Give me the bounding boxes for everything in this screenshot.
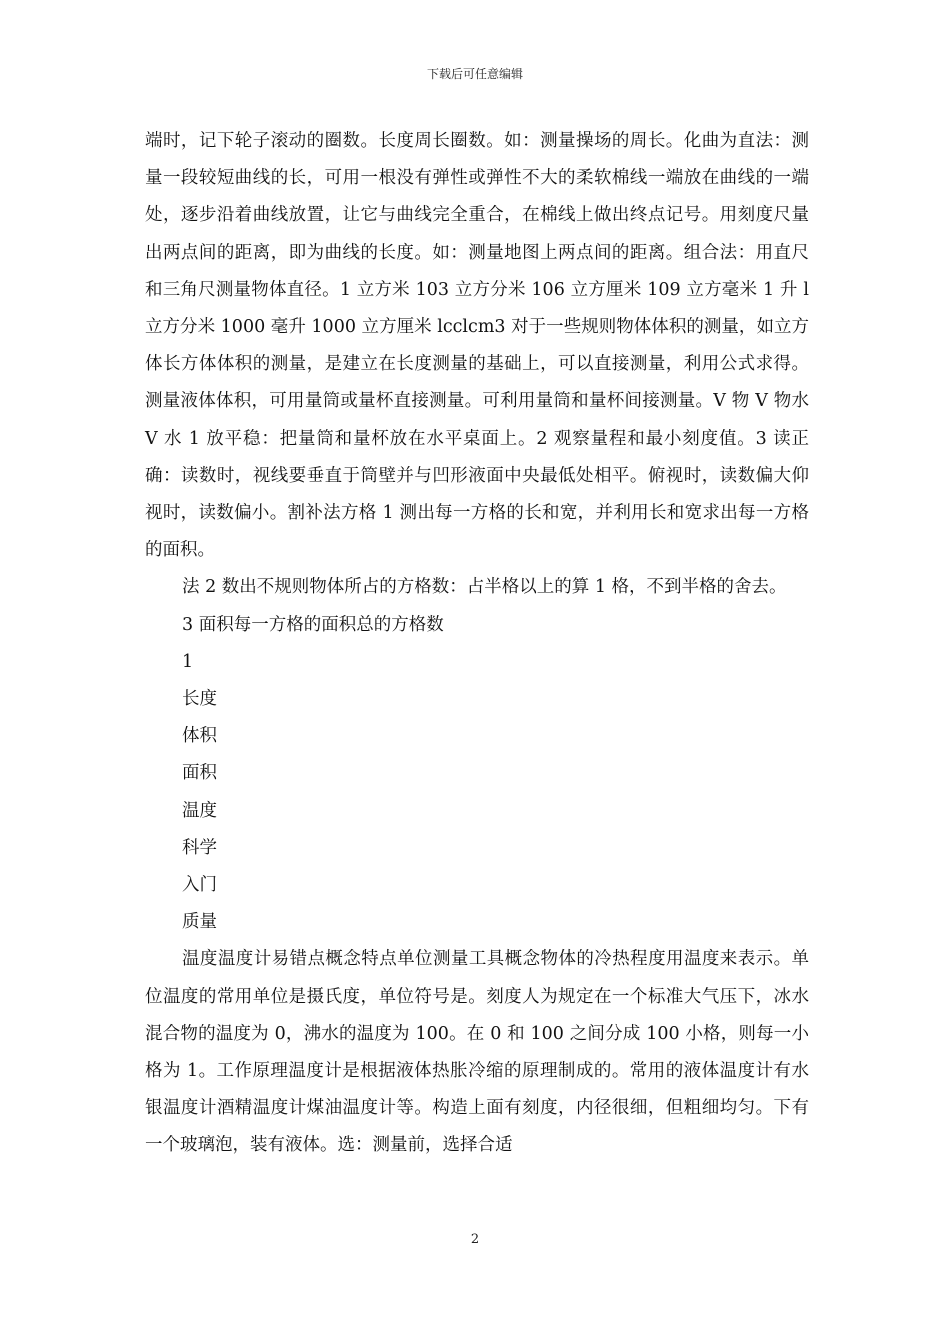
page-header: 下载后可任意编辑: [426, 67, 523, 81]
list-item: 体积: [182, 726, 217, 747]
list-item: 面积: [182, 763, 217, 784]
list-item: 质量: [182, 912, 217, 933]
list-item: 入门: [182, 875, 217, 896]
list-item: 科学: [182, 837, 217, 858]
paragraph-temperature: 温度温度计易错点概念特点单位测量工具概念物体的冷热程度用温度来表示。单位温度的常用单位是摄氏度，单位符号是。刻度人为规定在一个标准大气压下，冰水混合物的温度为 0，沸水的温度为 100。在 0 和 100 之间分成 100 小格，则每一小格为 1。工作原理温度计是根据液体热胀冷缩的原理制成的。常用的液体温度计有水银温度计酒精温度计煤油温度计等。构造上面有刻度，内径很细，但粗细均匀。下有一个玻璃泡，装有液体。选：测量前，选择合适: [145, 949, 809, 1156]
paragraph-grid-count: 法 2 数出不规则物体所占的方格数：占半格以上的算 1 格，不到半格的舍去。: [182, 577, 787, 598]
list-item: 长度: [182, 689, 217, 710]
list-item: 温度: [182, 800, 217, 821]
page-number: 2: [470, 1232, 480, 1247]
paragraph-measurement-methods: 端时，记下轮子滚动的圈数。长度周长圈数。如：测量操场的周长。化曲为直法：测量一段较短曲线的长，可用一根没有弹性或弹性不大的柔软棉线一端放在曲线的一端处，逐步沿着曲线放置，让它与曲线完全重合，在棉线上做出终点记号。用刻度尺量出两点间的距离，即为曲线的长度。如：测量地图上两点间的距离。组合法：用直尺和三角尺测量物体直径。1 立方米 103 立方分米 106 立方厘米 109 立方毫米 1 升 l 立方分米 1000 毫升 1000 立方厘米 lcclcm3 对于一些规则物体体积的测量，如立方体长方体体积的测量，是建立在长度测量的基础上，可以直接测量，利用公式求得。测量液体体积，可用量筒或量杯直接测量。可利用量筒和量杯间接测量。V 物 V 物水 V 水 1 放平稳：把量筒和量杯放在水平桌面上。2 观察量程和最小刻度值。3 读正确：读数时，视线要垂直于筒壁并与凹形液面中央最低处相平。俯视时，读数偏大仰视时，读数偏小。割补法方格 1 测出每一方格的长和宽，并利用长和宽求出每一方格的面积。: [145, 131, 809, 561]
document-body: [145, 123, 809, 1165]
paragraph-area-formula: 3 面积每一方格的面积总的方格数: [182, 614, 444, 635]
list-item: 1: [182, 651, 194, 672]
